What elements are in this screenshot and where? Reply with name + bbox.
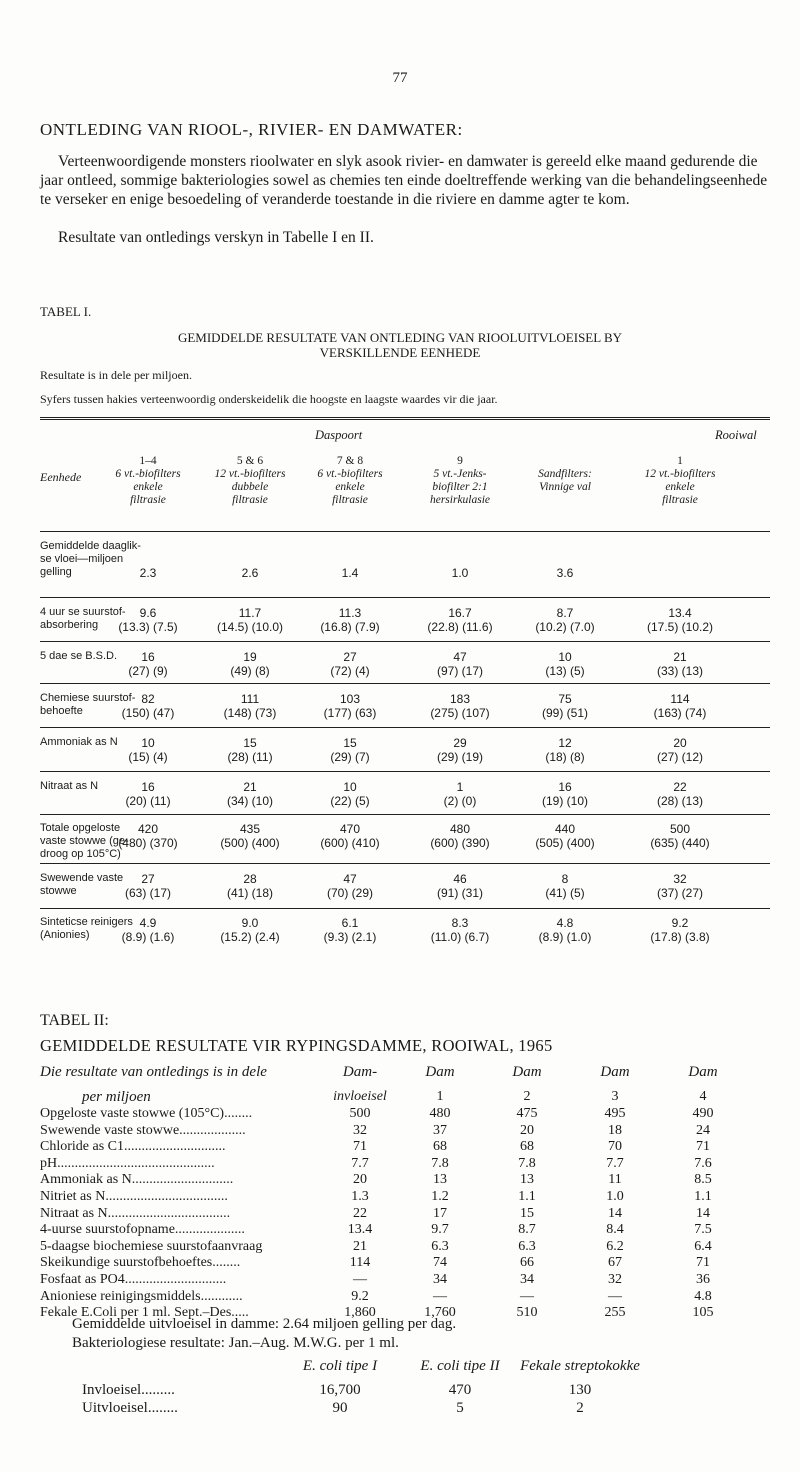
bact-header-2: E. coli tipe II: [420, 1358, 500, 1374]
table1-row-rule: [40, 863, 770, 864]
table1-value: 480: [449, 822, 471, 836]
table1-range: (15.2) (2.4): [220, 930, 280, 944]
table1-value: 22: [673, 780, 687, 794]
table1-range: (177) (63): [323, 706, 377, 720]
row-label: (Anionies): [40, 929, 90, 941]
dam-header-2: Dam: [425, 1064, 455, 1080]
table1-value: 27: [141, 872, 155, 886]
table2-row-label: Fekale E.Coli per 1 ml. Sept.–Des.....: [40, 1305, 249, 1321]
table2-value: 7.7: [351, 1155, 369, 1171]
column-header-2-line2: 12 vt.-biofilters: [214, 468, 286, 480]
column-header-2-line1: 5 & 6: [236, 455, 264, 467]
results-note: Resultate van ontledings verskyn in Tabelle I en II.: [58, 229, 374, 246]
table1-value: 19: [243, 650, 257, 664]
column-header-6-line3: enkele: [665, 481, 695, 493]
table1-range: (22.8) (11.6): [427, 620, 493, 634]
table1-range: (19) (10): [541, 794, 588, 808]
table2-value: 475: [516, 1106, 538, 1121]
table2-row-label: Anioniese reinigingsmiddels............: [40, 1288, 243, 1304]
table1-value: 29: [453, 736, 467, 750]
table1-value: 114: [670, 692, 690, 706]
row-label: behoefte: [40, 705, 83, 717]
table2-value: 9.7: [431, 1222, 449, 1238]
table1-range: (275) (107): [430, 706, 490, 720]
column-header-4-line4: hersirkulasie: [429, 494, 491, 506]
table1-row-rule: [40, 908, 770, 909]
table1-range: (49) (8): [230, 664, 270, 678]
dam-subheader-5: 4: [699, 1089, 707, 1104]
table2-value: 1.2: [431, 1189, 449, 1204]
group-daspoort: Daspoort: [315, 428, 363, 442]
table1-row-rule: [40, 814, 770, 815]
row-label: absorbering: [40, 619, 99, 631]
table1-value: 9.0: [241, 916, 259, 930]
dam-subheader-3: 2: [523, 1089, 531, 1104]
table1-value: 47: [453, 650, 467, 664]
table1-value: 440: [554, 822, 576, 836]
table2-row-label: Chloride as C1.............................: [40, 1139, 226, 1155]
table1-range: (13) (5): [545, 664, 585, 678]
bact-value: 5: [456, 1400, 464, 1416]
table1-range: (29) (19): [436, 750, 483, 764]
table1-value: 16.7: [448, 606, 472, 620]
table1-value: 9.2: [671, 916, 689, 930]
table1-range: (600) (390): [430, 836, 490, 850]
table1-range: (18) (8): [545, 750, 585, 764]
table1-range: (8.9) (1.6): [121, 930, 175, 944]
table1-title-line1: GEMIDDELDE RESULTATE VAN ONTLEDING VAN RIOOLUITVLOEISEL BY: [177, 330, 623, 345]
table2-value: 24: [696, 1122, 710, 1138]
table1-range: (2) (0): [443, 794, 477, 808]
table1-range: (91) (31): [436, 886, 483, 900]
dam-header-4: Dam: [600, 1064, 630, 1080]
table2-row-label: Swewende vaste stowwe...................: [40, 1122, 246, 1138]
column-header-3-line1: 7 & 8: [336, 455, 364, 467]
table2-label: TABEL II:: [40, 1012, 109, 1029]
table1-value: 470: [339, 822, 361, 836]
table2-value: 105: [692, 1305, 714, 1321]
table2-value: 6.2: [606, 1238, 624, 1254]
row-label: droog op 105°C): [40, 848, 121, 860]
section-heading: ONTLEDING VAN RIOOL-, RIVIER- EN DAMWATER:: [40, 120, 463, 139]
table2-value: 4.8: [694, 1288, 712, 1304]
bacteriological-line: Bakteriologiese resultate: Jan.–Aug. M.W.G. per 1 ml.: [72, 1335, 399, 1351]
table1-value: 27: [343, 650, 357, 664]
table1-range: (480) (370): [118, 836, 178, 850]
table1-value: 20: [673, 736, 687, 750]
column-header-1-line1: 1–4: [139, 455, 157, 467]
column-header-1-line3: enkele: [133, 481, 163, 493]
table2-value: 7.7: [606, 1155, 624, 1171]
table2-value: 1,860: [344, 1305, 376, 1321]
table1-row-rule: [40, 683, 770, 684]
table2-value: 11: [608, 1172, 622, 1188]
table2-value: 1.3: [351, 1189, 369, 1204]
column-header-4-line3: biofilter 2:1: [432, 481, 488, 493]
table2-row-label: Skeikundige suurstofbehoeftes........: [40, 1255, 241, 1271]
table2-row-label: Opgeloste vaste stowwe (105°C)........: [40, 1106, 253, 1121]
table1-value: 21: [673, 650, 687, 664]
table1-value: 82: [141, 692, 155, 706]
table1-range: (505) (400): [535, 836, 595, 850]
dam-header-5: Dam: [688, 1064, 718, 1080]
table1-row-rule: [40, 771, 770, 772]
dam-header-3: Dam: [512, 1064, 542, 1080]
table1-value: 2.3: [139, 566, 157, 580]
table1-value: 10: [343, 780, 357, 794]
table1-range: (15) (4): [128, 750, 168, 764]
table2-value: 1.1: [694, 1189, 712, 1204]
table1-value: 8: [561, 872, 569, 886]
column-header-3-line3: enkele: [335, 481, 365, 493]
row-label: gelling: [40, 566, 72, 578]
bact-row-label: Uitvloeisel........: [82, 1400, 178, 1416]
table2-value: 36: [696, 1272, 710, 1287]
table2-title: GEMIDDELDE RESULTATE VIR RYPINGSDAMME, ROOIWAL, 1965: [40, 1036, 553, 1055]
table2-value: 1,760: [424, 1305, 456, 1321]
table1-range: (9.3) (2.1): [323, 930, 377, 944]
table1-range: (11.0) (6.7): [430, 930, 490, 944]
table1-value: 183: [449, 692, 471, 706]
table1-range: (20) (11): [125, 794, 171, 808]
table2-value: 74: [433, 1255, 447, 1271]
table2-value: —: [520, 1288, 534, 1304]
table2-value: 66: [520, 1255, 534, 1271]
dam-header-1: Dam-: [342, 1064, 378, 1080]
table1-range: (8.9) (1.0): [538, 930, 592, 944]
table1-range: (163) (74): [653, 706, 707, 720]
table2-value: 37: [433, 1122, 447, 1138]
table2-value: 495: [604, 1106, 626, 1121]
column-header-5-line2: Sandfilters:: [538, 468, 592, 480]
table2-value: 1.1: [518, 1189, 536, 1204]
table1-range: (34) (10): [226, 794, 273, 808]
table1-range: (148) (73): [223, 706, 277, 720]
table2-value: 8.7: [518, 1222, 536, 1238]
table2-value: 71: [696, 1139, 710, 1155]
table2-row-label: Fosfaat as PO4.............................: [40, 1272, 227, 1287]
table2-value: 14: [608, 1205, 622, 1221]
table1-range: (22) (5): [330, 794, 370, 808]
table1-value: 1: [456, 780, 464, 794]
dam-subheader-4: 3: [611, 1089, 619, 1104]
column-header-6-line2: 12 vt.-biofilters: [644, 468, 716, 480]
table1-value: 103: [339, 692, 361, 706]
table2-value: 500: [349, 1106, 371, 1121]
table1-note1: Resultate is in dele per miljoen.: [40, 368, 192, 382]
table1-range: (99) (51): [541, 706, 588, 720]
row-label: vaste stowwe (ge-: [40, 835, 129, 847]
table1-value: 21: [243, 780, 257, 794]
table2-value: 6.3: [431, 1238, 449, 1254]
table2-value: 32: [353, 1122, 367, 1138]
table1-row-rule: [40, 641, 770, 642]
table1-value: 1.0: [451, 566, 469, 580]
table2-value: 17: [433, 1205, 447, 1221]
table2-value: 8.4: [606, 1222, 624, 1238]
table1-range: (600) (410): [320, 836, 380, 850]
bact-value: 90: [332, 1400, 348, 1416]
table1-value: 11.3: [338, 606, 362, 620]
table2-value: —: [433, 1288, 447, 1304]
group-rooiwal: Rooiwal: [715, 428, 757, 442]
table1-range: (63) (17): [124, 886, 171, 900]
table2-value: 8.5: [694, 1172, 712, 1188]
column-header-2-line4: filtrasie: [232, 494, 268, 506]
table1-range: (14.5) (10.0): [216, 620, 284, 634]
table1-top-rule: [40, 417, 770, 418]
unit-header: Eenhede: [40, 470, 82, 484]
table1-value: 75: [558, 692, 572, 706]
column-header-4-line2: 5 vt.-Jenks-: [433, 468, 487, 480]
dam-subheader-1: invloeisel: [333, 1089, 387, 1104]
table1-range: (635) (440): [650, 836, 710, 850]
table2-value: 32: [608, 1272, 622, 1287]
table2-value: 9.2: [351, 1288, 369, 1304]
table1-value: 15: [343, 736, 357, 750]
table1-range: (72) (4): [330, 664, 370, 678]
table2-value: —: [608, 1288, 622, 1304]
row-label: Swewende vaste: [40, 872, 124, 884]
table1-value: 4.9: [139, 916, 157, 930]
column-header-2-line3: dubbele: [231, 481, 269, 493]
table1-range: (16.8) (7.9): [320, 620, 380, 634]
table1-range: (13.3) (7.5): [118, 620, 178, 634]
column-header-4-line1: 9: [457, 455, 463, 467]
table1-value: 10: [558, 650, 572, 664]
table1-range: (10.2) (7.0): [535, 620, 595, 634]
table1-range: (33) (13): [656, 664, 703, 678]
table1-value: 47: [343, 872, 357, 886]
table1-value: 1.4: [341, 566, 359, 580]
row-label: se vloei—miljoen: [40, 553, 124, 565]
table2-value: 490: [692, 1106, 714, 1121]
table1-value: 46: [453, 872, 467, 886]
table2-row-label: Nitraat as N...................................: [40, 1205, 231, 1221]
table1-value: 16: [141, 780, 155, 794]
row-label: Ammoniak as N: [40, 736, 118, 748]
table2-value: 20: [520, 1122, 534, 1138]
dam-subheader-2: 1: [436, 1089, 444, 1104]
table1-top-rule-2: [40, 419, 770, 420]
table1-value: 111: [240, 692, 260, 706]
column-header-3-line2: 6 vt.-biofilters: [317, 468, 383, 480]
table2-value: 15: [520, 1205, 534, 1221]
bact-header-3: Fekale streptokokke: [520, 1358, 640, 1374]
column-header-3-line4: filtrasie: [332, 494, 368, 506]
table1-value: 8.7: [556, 606, 574, 620]
row-label: 4 uur se suurstof-: [40, 606, 126, 618]
table2-value: 68: [433, 1139, 447, 1155]
average-outflow-line: Gemiddelde uitvloeisel in damme: 2.64 miljoen gelling per dag.: [72, 1316, 457, 1332]
table1-value: 4.8: [556, 916, 574, 930]
table1-note2: Syfers tussen hakies verteenwoordig onderskeidelik die hoogste en laagste waardes vir die jaar.: [40, 392, 498, 406]
table2-value: 13: [520, 1172, 534, 1188]
bact-header-1: E. coli tipe I: [302, 1358, 378, 1374]
table2-value: 6.3: [518, 1238, 536, 1254]
table1-value: 12: [558, 736, 572, 750]
table2-row-label: 5-daagse biochemiese suurstofaanvraag: [40, 1238, 263, 1254]
page-number: 77: [392, 70, 408, 86]
table1-value: 500: [669, 822, 691, 836]
table1-value: 6.1: [341, 916, 359, 930]
bact-value: 2: [576, 1400, 584, 1416]
table1-value: 11.7: [238, 606, 262, 620]
table1-value: 9.6: [139, 606, 157, 620]
table1-range: (97) (17): [436, 664, 483, 678]
column-header-1-line2: 6 vt.-biofilters: [115, 468, 181, 480]
table1-range: (500) (400): [220, 836, 280, 850]
table1-label: TABEL I.: [40, 304, 92, 319]
table2-value: 14: [696, 1205, 710, 1221]
table2-value: 480: [429, 1106, 451, 1121]
row-label: Nitraat as N: [40, 780, 99, 792]
table1-value: 13.4: [668, 606, 692, 620]
table1-range: (37) (27): [656, 886, 703, 900]
table2-value: 7.8: [431, 1155, 449, 1171]
table1-range: (27) (9): [128, 664, 168, 678]
table1-range: (28) (11): [227, 750, 273, 764]
table1-title-line2: VERSKILLENDE EENHEDE: [319, 345, 481, 360]
table1-range: (28) (13): [656, 794, 703, 808]
table1-range: (41) (5): [545, 886, 585, 900]
table2-desc-line1: Die resultate van ontledings is in dele: [40, 1064, 267, 1080]
table1-range: (41) (18): [226, 886, 273, 900]
table1-value: 32: [673, 872, 687, 886]
table2-desc-line2: per miljoen: [82, 1089, 151, 1105]
row-label: stowwe: [40, 885, 77, 897]
table2-value: 18: [608, 1122, 622, 1138]
column-header-1-line4: filtrasie: [130, 494, 166, 506]
bact-value: 130: [568, 1382, 592, 1398]
column-header-5-line3: Vinnige val: [539, 481, 591, 493]
table2-value: —: [353, 1272, 367, 1287]
table1-value: 3.6: [556, 566, 574, 580]
table2-row-label: 4-uurse suurstofopname....................: [40, 1222, 245, 1238]
table2-value: 71: [696, 1255, 710, 1271]
table1-value: 16: [558, 780, 572, 794]
row-label: Chemiese suurstof-: [40, 692, 136, 704]
table1-value: 420: [137, 822, 159, 836]
table2-value: 67: [608, 1255, 622, 1271]
table2-value: 34: [520, 1272, 534, 1287]
row-label: 5 dae se B.S.D.: [40, 650, 118, 662]
table1-range: (27) (12): [656, 750, 703, 764]
table2-value: 20: [353, 1172, 367, 1188]
table2-value: 70: [608, 1139, 622, 1155]
table2-value: 71: [353, 1139, 367, 1155]
bact-value: 16,700: [319, 1382, 361, 1398]
table1-range: (150) (47): [121, 706, 175, 720]
column-header-6-line4: filtrasie: [662, 494, 698, 506]
table2-value: 510: [516, 1305, 538, 1321]
table2-value: 7.8: [518, 1155, 536, 1171]
table1-range: (17.5) (10.2): [646, 620, 714, 634]
intro-paragraph: Verteenwoordigende monsters rioolwater en slyk asook rivier- en damwater is gereeld elke maand gedurende die jaar ontleed, sommige bakteriologies sowel as chemies ten einde doeltreffende werking van die behandelingseenhede te verseker en enige besoedeling of veranderde toestande in die riviere en damme agter te kom.: [40, 153, 768, 208]
column-header-6-line1: 1: [677, 455, 683, 467]
row-label: Sinteticse reinigers: [40, 916, 133, 928]
table2-value: 21: [353, 1238, 367, 1254]
table1-row-rule: [40, 597, 770, 598]
table2-row-label: Nitriet as N...................................: [40, 1189, 228, 1204]
table1-range: (29) (7): [330, 750, 370, 764]
table2-value: 6.4: [694, 1238, 712, 1254]
table1-value: 435: [239, 822, 261, 836]
table1-range: (70) (29): [326, 886, 373, 900]
table2-row-label: pH.............................................: [40, 1155, 215, 1171]
table1-range: (17.8) (3.8): [650, 930, 710, 944]
table2-value: 13.4: [347, 1222, 373, 1238]
bact-row-label: Invloeisel.........: [82, 1382, 175, 1398]
table1-value: 8.3: [451, 916, 469, 930]
row-label: Totale opgeloste: [40, 822, 121, 834]
table1-value: 28: [243, 872, 257, 886]
table2-value: 34: [433, 1272, 447, 1287]
table1-value: 15: [243, 736, 257, 750]
table2-value: 114: [349, 1255, 371, 1271]
table2-value: 13: [433, 1172, 447, 1188]
table2-value: 7.5: [694, 1222, 712, 1238]
table1-value: 10: [141, 736, 155, 750]
table2-value: 7.6: [694, 1155, 712, 1171]
table2-row-label: Ammoniak as N.............................: [40, 1172, 234, 1188]
table1-row-rule: [40, 727, 770, 728]
table2-value: 22: [353, 1205, 367, 1221]
table2-value: 255: [604, 1305, 626, 1321]
table1-value: 16: [141, 650, 155, 664]
table1-header-rule: [40, 531, 770, 532]
table2-value: 68: [520, 1139, 534, 1155]
bact-value: 470: [448, 1382, 472, 1398]
row-label: Gemiddelde daaglik-: [40, 540, 141, 552]
table2-value: 1.0: [606, 1189, 624, 1204]
table1-value: 2.6: [241, 566, 259, 580]
